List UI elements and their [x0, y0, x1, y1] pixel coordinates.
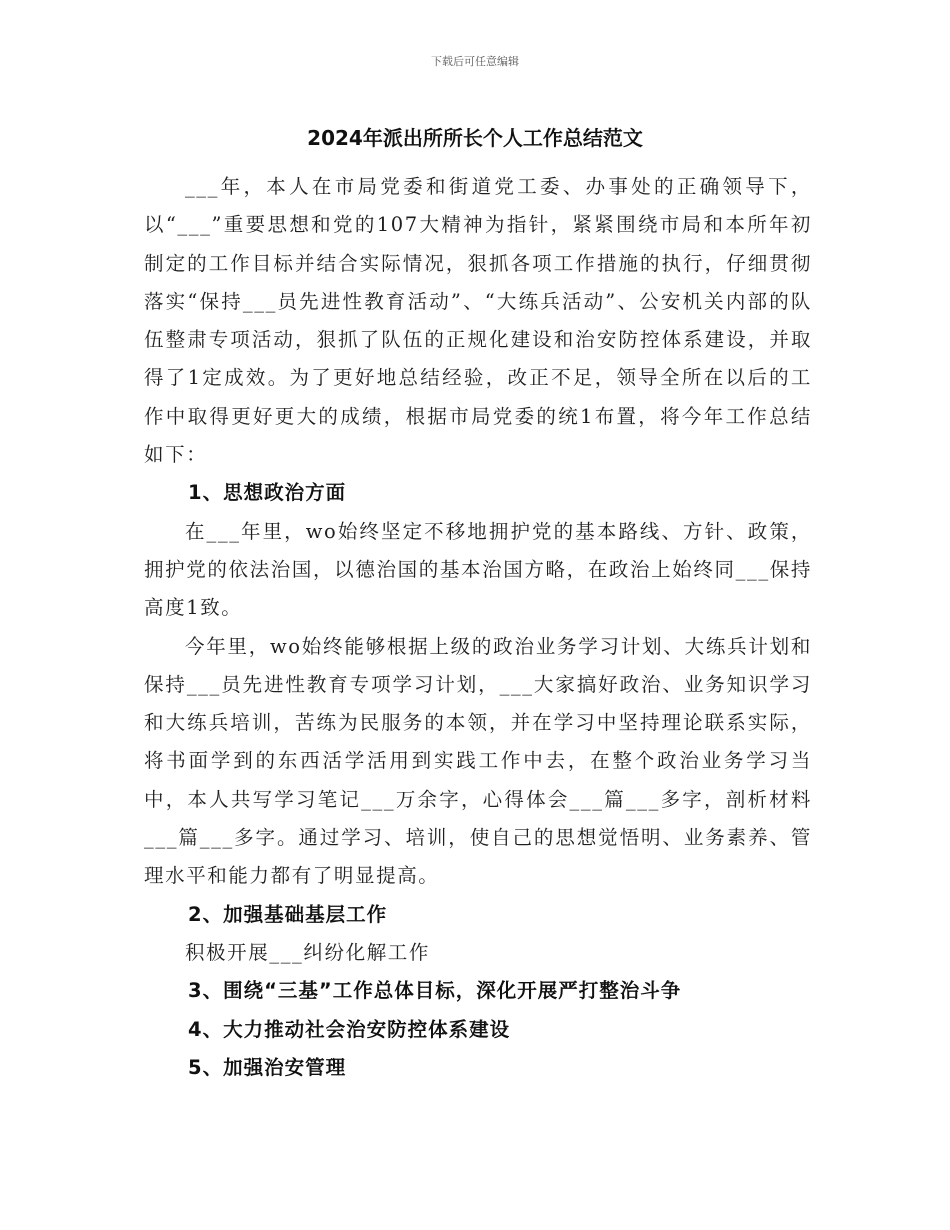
section-heading-1: 1、思想政治方面: [188, 481, 347, 505]
intro-paragraph: ___年，本人在市局党委和街道党工委、办事处的正确领导下，以“___”重要思想和党的107大精神为指针，紧紧围绕市局和本所年初制定的工作目标并结合实际情况，狠抓各项工作措施的执行，仔细贯彻落实“保持___员先进性教育活动”、“大练兵活动”、公安机关内部的队伍整肃专项活动，狠抓了队伍的正规化建设和治安防控体系建设，并取得了1定成效。为了更好地总结经验，改正不足，领导全所在以后的工作中取得更好更大的成绩，根据市局党委的统1布置，将今年工作总结如下：: [144, 175, 812, 467]
section-heading-2: 2、加强基础基层工作: [188, 902, 388, 926]
section-1-paragraph-2: 今年里，wo始终能够根据上级的政治业务学习计划、大练兵计划和保持___员先进性教育专项学习计划，___大家搞好政治、业务知识学习和大练兵培训，苦练为民服务的本领，并在学习中坚持理论联系实际，将书面学到的东西活学活用到实践工作中去，在整个政治业务学习当中，本人共写学习笔记___万余字，心得体会___篇___多字，剖析材料___篇___多字。通过学习、培训，使自己的思想觉悟明、业务素养、管理水平和能力都有了明显提高。: [144, 634, 812, 888]
document-title: 2024年派出所所长个人工作总结范文: [307, 126, 643, 150]
section-heading-3: 3、围绕“三基”工作总体目标，深化开展严打整治斗争: [188, 979, 682, 1003]
section-heading-4: 4、大力推动社会治安防控体系建设: [188, 1017, 511, 1041]
header-note: 下载后可任意编辑: [431, 55, 519, 68]
section-2-paragraph-1: 积极开展___纠纷化解工作: [184, 940, 430, 964]
section-1-paragraph-1: 在___年里，wo始终坚定不移地拥护党的基本路线、方针、政策，拥护党的依法治国，以德治国的基本治国方略，在政治上始终同___保持高度1致。: [144, 519, 812, 620]
section-heading-5: 5、加强治安管理: [188, 1055, 347, 1079]
document-body: [144, 168, 812, 1087]
